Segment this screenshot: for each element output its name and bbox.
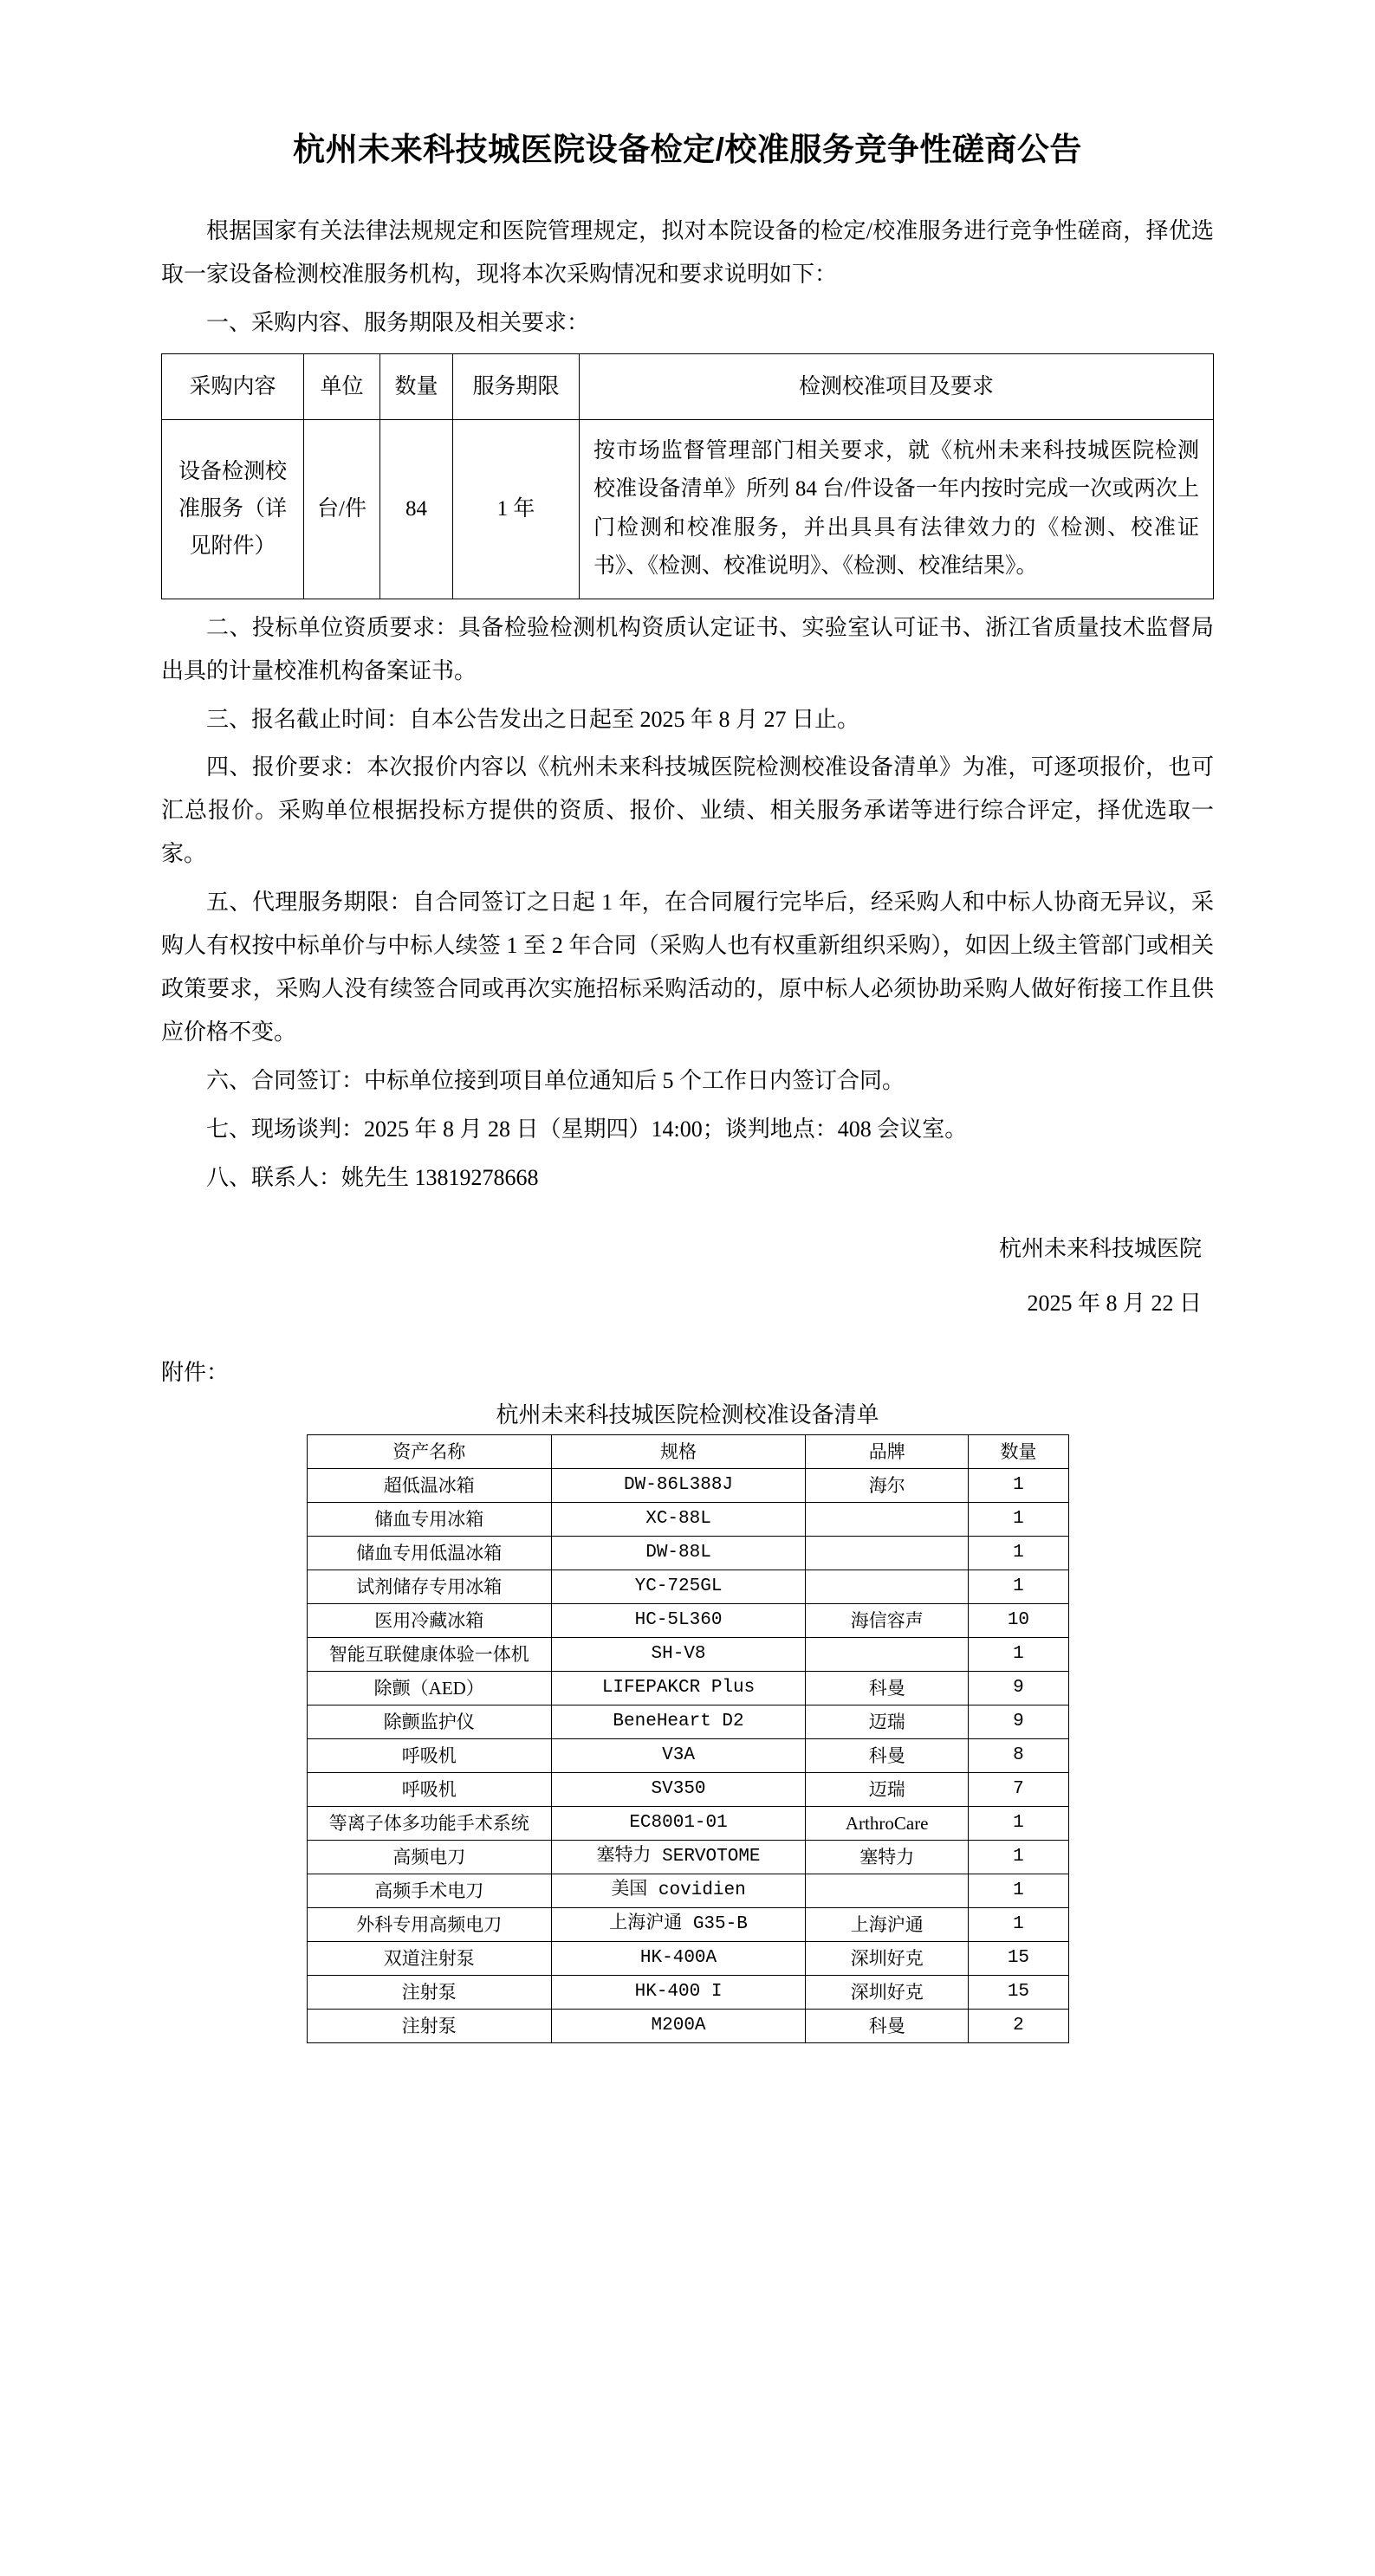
cell-qty: 1 [969, 1570, 1068, 1604]
intro-paragraph: 根据国家有关法律法规规定和医院管理规定，拟对本院设备的检定/校准服务进行竞争性磋商，择优选取一家设备检测校准服务机构，现将本次采购情况和要求说明如下： [161, 218, 1214, 287]
cell-brand: 深圳好克 [806, 1976, 969, 2010]
cell-spec: DW-88L [552, 1537, 806, 1570]
equipment-table-body [307, 1469, 1068, 2043]
section-3: 三、报名截止时间：自本公告发出之日起至 2025 年 8 月 27 日止。 [206, 706, 860, 732]
cell-content: 设备检测校准服务（详见附件） [162, 419, 304, 599]
cell-asset-name: 试剂储存专用冰箱 [307, 1570, 552, 1604]
cell-brand [806, 1503, 969, 1537]
purchase-table [161, 353, 1214, 599]
table-row [307, 1942, 1068, 1976]
cell-spec: HK-400 I [552, 1976, 806, 2010]
cell-brand [806, 1570, 969, 1604]
cell-spec: EC8001-01 [552, 1807, 806, 1841]
equipment-table [307, 1434, 1069, 2043]
cell-qty: 1 [969, 1537, 1068, 1570]
cell-asset-name: 双道注射泵 [307, 1942, 552, 1976]
header-cell-period: 服务期限 [453, 353, 580, 419]
cell-requirement: 按市场监督管理部门相关要求，就《杭州未来科技城医院检测校准设备清单》所列 84 台/件设备一年内按时完成一次或两次上门检测和校准服务，并出具具有法律效力的《检测、校准证书》、《检测、校准说明》、《检测、校准结果》。 [580, 419, 1214, 599]
section-5: 五、代理服务期限：自合同签订之日起 1 年，在合同履行完毕后，经采购人和中标人协商无异议，采购人有权按中标单价与中标人续签 1 至 2 年合同（采购人也有权重新组织采购），如因上级主管部门或相关政策要求，采购人没有续签合同或再次实施招标采购活动的，原中标人必须协助采购人做好衔接工作且供应价格不变。 [161, 890, 1214, 1045]
table-row [307, 1604, 1068, 1638]
table-row [307, 1469, 1068, 1503]
cell-asset-name: 除颤（AED） [307, 1672, 552, 1705]
cell-spec: HK-400A [552, 1942, 806, 1976]
cell-qty: 9 [969, 1705, 1068, 1739]
cell-period: 1 年 [453, 419, 580, 599]
attachment-label: 附件： [161, 1360, 230, 1386]
section-4: 四、报价要求：本次报价内容以《杭州未来科技城医院检测校准设备清单》为准，可逐项报价，也可汇总报价。采购单位根据投标方提供的资质、报价、业绩、相关服务承诺等进行综合评定，择优选取一家。 [161, 754, 1214, 867]
cell-brand: 深圳好克 [806, 1942, 969, 1976]
cell-spec: XC-88L [552, 1503, 806, 1537]
cell-spec: M200A [552, 2010, 806, 2043]
cell-qty: 2 [969, 2010, 1068, 2043]
cell-brand: 塞特力 [806, 1841, 969, 1874]
cell-spec: SV350 [552, 1773, 806, 1807]
cell-brand: 科曼 [806, 2010, 969, 2043]
cell-spec: SH-V8 [552, 1638, 806, 1672]
section-7: 七、现场谈判：2025 年 8 月 28 日（星期四）14:00；谈判地点：408 会议室。 [206, 1116, 968, 1142]
cell-qty: 7 [969, 1773, 1068, 1807]
cell-brand: 迈瑞 [806, 1705, 969, 1739]
cell-asset-name: 外科专用高频电刀 [307, 1908, 552, 1942]
cell-qty: 8 [969, 1739, 1068, 1773]
page-title: 杭州未来科技城医院设备检定/校准服务竞争性磋商公告 [293, 132, 1082, 167]
table-row [307, 1807, 1068, 1841]
cell-qty: 15 [969, 1976, 1068, 2010]
table-row [307, 1908, 1068, 1942]
table-row [307, 2010, 1068, 2043]
cell-brand: 上海沪通 [806, 1908, 969, 1942]
cell-asset-name: 呼吸机 [307, 1773, 552, 1807]
cell-asset-name: 智能互联健康体验一体机 [307, 1638, 552, 1672]
cell-spec: BeneHeart D2 [552, 1705, 806, 1739]
table-header-row [162, 353, 1214, 419]
cell-brand [806, 1537, 969, 1570]
cell-brand [806, 1874, 969, 1908]
cell-asset-name: 超低温冰箱 [307, 1469, 552, 1503]
header-cell-requirement: 检测校准项目及要求 [580, 353, 1214, 419]
cell-asset-name: 除颤监护仪 [307, 1705, 552, 1739]
cell-qty: 84 [380, 419, 453, 599]
section-6: 六、合同签订：中标单位接到项目单位通知后 5 个工作日内签订合同。 [206, 1067, 905, 1093]
signature-organization: 杭州未来科技城医院 [998, 1235, 1202, 1261]
table-row [307, 1570, 1068, 1604]
table-row [307, 1537, 1068, 1570]
cell-qty: 1 [969, 1807, 1068, 1841]
table-row [307, 1638, 1068, 1672]
signature-date: 2025 年 8 月 22 日 [1027, 1291, 1202, 1317]
cell-qty: 1 [969, 1908, 1068, 1942]
table-row [307, 1503, 1068, 1537]
table-row [162, 419, 1214, 599]
header-cell-content: 采购内容 [162, 353, 304, 419]
attachment-title: 杭州未来科技城医院检测校准设备清单 [496, 1401, 879, 1428]
cell-qty: 1 [969, 1841, 1068, 1874]
cell-brand: 海尔 [806, 1469, 969, 1503]
cell-qty: 9 [969, 1672, 1068, 1705]
cell-asset-name: 注射泵 [307, 1976, 552, 2010]
section-1-heading: 一、采购内容、服务期限及相关要求： [206, 309, 590, 335]
cell-qty: 10 [969, 1604, 1068, 1638]
table-row [307, 1773, 1068, 1807]
cell-asset-name: 高频电刀 [307, 1841, 552, 1874]
cell-spec: V3A [552, 1739, 806, 1773]
cell-brand: 科曼 [806, 1739, 969, 1773]
header-cell-unit: 单位 [304, 353, 380, 419]
cell-qty: 1 [969, 1874, 1068, 1908]
cell-brand [806, 1638, 969, 1672]
equipment-header-brand: 品牌 [806, 1435, 969, 1469]
cell-unit: 台/件 [304, 419, 380, 599]
cell-brand: ArthroCare [806, 1807, 969, 1841]
cell-spec: 塞特力 SERVOTOME [552, 1841, 806, 1874]
cell-qty: 15 [969, 1942, 1068, 1976]
cell-brand: 科曼 [806, 1672, 969, 1705]
equipment-header-name: 资产名称 [307, 1435, 552, 1469]
cell-asset-name: 呼吸机 [307, 1739, 552, 1773]
cell-spec: 美国 covidien [552, 1874, 806, 1908]
equipment-header-qty: 数量 [969, 1435, 1068, 1469]
cell-spec: YC-725GL [552, 1570, 806, 1604]
cell-qty: 1 [969, 1638, 1068, 1672]
cell-asset-name: 储血专用低温冰箱 [307, 1537, 552, 1570]
cell-asset-name: 储血专用冰箱 [307, 1503, 552, 1537]
cell-asset-name: 高频手术电刀 [307, 1874, 552, 1908]
cell-spec: LIFEPAKCR Plus [552, 1672, 806, 1705]
table-row [307, 1976, 1068, 2010]
cell-brand: 海信容声 [806, 1604, 969, 1638]
table-row [307, 1672, 1068, 1705]
cell-spec: 上海沪通 G35-B [552, 1908, 806, 1942]
table-row [307, 1874, 1068, 1908]
cell-asset-name: 注射泵 [307, 2010, 552, 2043]
cell-brand: 迈瑞 [806, 1773, 969, 1807]
cell-asset-name: 等离子体多功能手术系统 [307, 1807, 552, 1841]
cell-spec: DW-86L388J [552, 1469, 806, 1503]
cell-qty: 1 [969, 1503, 1068, 1537]
cell-asset-name: 医用冷藏冰箱 [307, 1604, 552, 1638]
table-row [307, 1705, 1068, 1739]
equipment-header-row [307, 1435, 1068, 1469]
section-8: 八、联系人：姚先生 13819278668 [206, 1164, 539, 1190]
header-cell-qty: 数量 [380, 353, 453, 419]
table-row [307, 1841, 1068, 1874]
cell-spec: HC-5L360 [552, 1604, 806, 1638]
equipment-header-spec: 规格 [552, 1435, 806, 1469]
cell-qty: 1 [969, 1469, 1068, 1503]
table-row [307, 1739, 1068, 1773]
section-2: 二、投标单位资质要求：具备检验检测机构资质认定证书、实验室认可证书、浙江省质量技术监督局出具的计量校准机构备案证书。 [161, 614, 1214, 683]
